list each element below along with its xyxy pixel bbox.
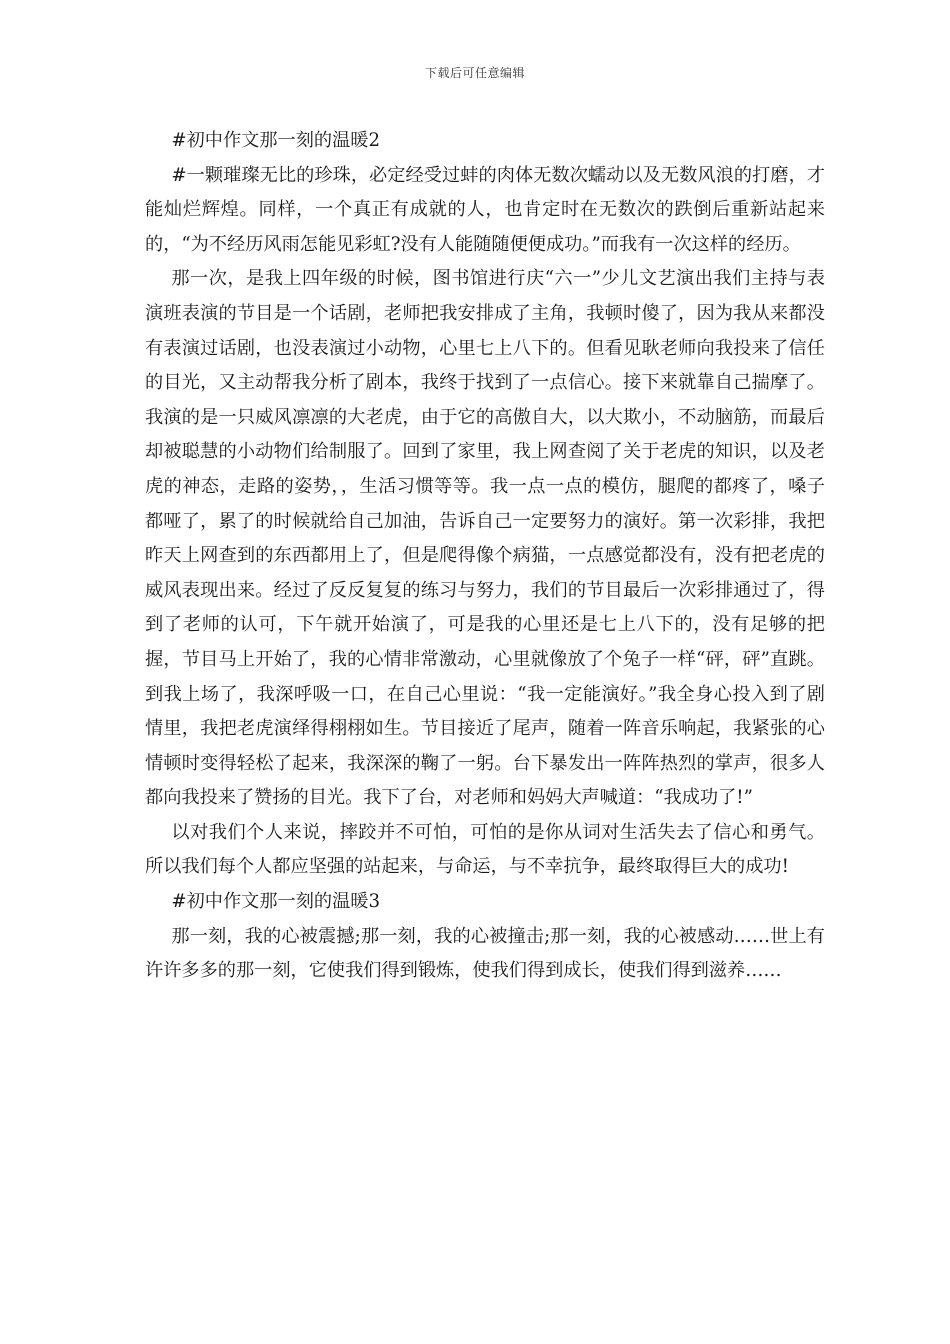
- paragraph-1: #一颗璀璨无比的珍珠，必定经受过蚌的肉体无数次蠕动以及无数风浪的打磨，才能灿烂辉煌。同样，一个真正有成就的人，也肯定时在无数次的跌倒后重新站起来的，“为不经历风雨怎能见彩虹?没有人能随随便便成功。”而我有一次这样的经历。: [145, 164, 825, 255]
- paragraph-4: 那一刻，我的心被震撼;那一刻，我的心被撞击;那一刻，我的心被感动……世上有许许多多的那一刻，它使我们得到锻炼，使我们得到成长，使我们得到滋养……: [145, 925, 825, 982]
- article-body: [145, 124, 825, 989]
- paragraph-3: 以对我们个人来说，摔跤并不可怕，可怕的是你从词对生活失去了信心和勇气。所以我们每个人都应坚强的站起来，与命运，与不幸抗争，最终取得巨大的成功!: [145, 821, 825, 878]
- section-heading-3: #初中作文那一刻的温暖3: [171, 891, 381, 913]
- paragraph-2: 那一次，是我上四年级的时候，图书馆进行庆“六一”少儿文艺演出我们主持与表演班表演的节目是一个话剧，老师把我安排成了主角，我顿时傻了，因为我从来都没有表演过话剧，也没表演过小动物，心里七上八下的。但看见耿老师向我投来了信任的目光，又主动帮我分析了剧本，我终于找到了一点信心。接下来就靠自己揣摩了。我演的是一只威风凛凛的大老虎，由于它的高傲自大，以大欺小，不动脑筋，而最后却被聪慧的小动物们给制服了。回到了家里，我上网查阅了关于老虎的知识，以及老虎的神态，走路的姿势，，生活习惯等等。我一点一点的模仿，腿爬的都疼了，嗓子都哑了，累了的时候就给自己加油，告诉自己一定要努力的演好。第一次彩排，我把昨天上网查到的东西都用上了，但是爬得像个病猫，一点感觉都没有，没有把老虎的威风表现出来。经过了反反复复的练习与努力，我们的节目最后一次彩排通过了，得到了老师的认可，下午就开始演了，可是我的心里还是七上八下的，没有足够的把握，节目马上开始了，我的心情非常激动，心里就像放了个兔子一样“砰，砰”直跳。到我上场了，我深呼吸一口，在自己心里说：“我一定能演好。”我全身心投入到了剧情里，我把老虎演绎得栩栩如生。节目接近了尾声，随着一阵音乐响起，我紧张的心情顿时变得轻松了起来，我深深的鞠了一躬。台下暴发出一阵阵热烈的掌声，很多人都向我投来了赞扬的目光。我下了台，对老师和妈妈大声喊道：“我成功了!”: [145, 268, 825, 809]
- section-heading-2: #初中作文那一刻的温暖2: [171, 130, 381, 151]
- header-note: 下载后可任意编辑: [424, 66, 525, 80]
